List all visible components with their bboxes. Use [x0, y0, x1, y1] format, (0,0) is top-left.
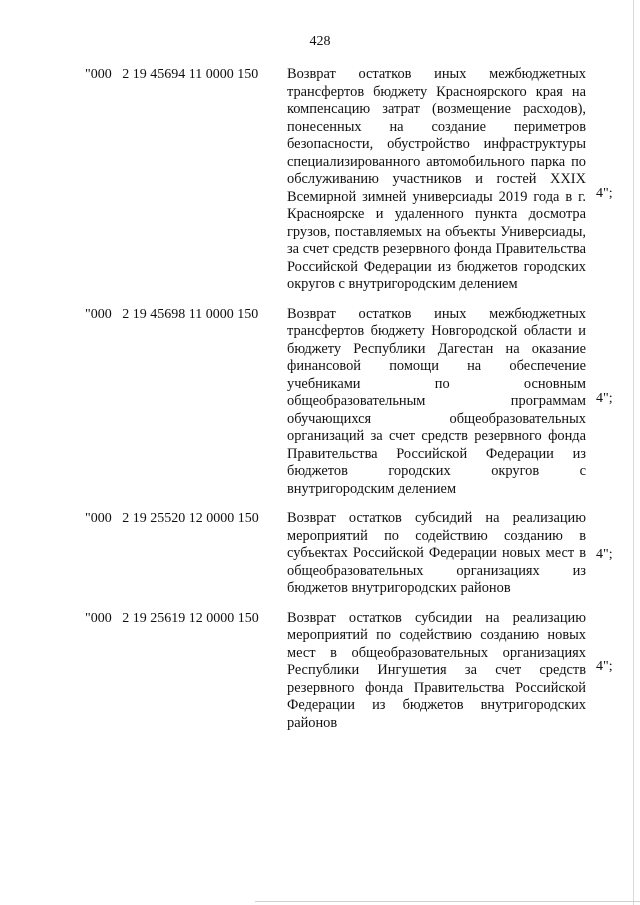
budget-code: "000 2 19 45694 11 0000 150: [85, 67, 259, 82]
budget-code: "000 2 19 45698 11 0000 150: [85, 306, 259, 322]
entry-suffix: 4";: [596, 658, 613, 674]
budget-code: "000 2 19 25619 12 0000 150: [85, 610, 259, 626]
budget-code: "000 2 19 25520 12 0000 150: [85, 511, 259, 526]
entry-description: Возврат остатков субсидий на реализацию мероприятий по содействию созданию в субъектах Российской Федерации новых мест в общеобразовательных организациях из бюджетов внутригородских районов: [287, 510, 586, 596]
entry-description: Возврат остатков иных межбюджетных трансфертов бюджету Новгородской области и бюджету Республики Дагестан на оказание финансовой помощи на обеспечение учебниками по основным общеобразовательным программам обучающихся общеобразовательных организаций за счет средств резервного фонда Правительства Российской Федерации из бюджетов городских округов с внутригородским делением: [287, 305, 586, 497]
entry-description: Возврат остатков субсидии на реализацию мероприятий по содействию созданию новых мест в общеобразовательных организациях Республики Ингушетия за счет средств резервного фонда Правительства Российской Федерации из бюджетов внутригородских районов: [287, 609, 586, 731]
entry-suffix: 4";: [596, 186, 613, 201]
scan-bottom-line: [255, 901, 640, 902]
entry-suffix: 4";: [596, 547, 613, 562]
list-item: [0, 610, 640, 733]
scan-edge-line: [633, 0, 634, 905]
list-item: [0, 66, 640, 294]
budget-code-list: [0, 66, 640, 744]
list-item: [0, 510, 640, 598]
list-item: [0, 306, 640, 499]
entry-description: Возврат остатков иных межбюджетных трансфертов бюджету Красноярского края на компенсацию затрат (возмещение расходов), понесенных на создание периметров безопасности, обустройство инфраструктуры специализированного автомобильного парка по обслуживанию участников и гостей XXIX Всемирной зимней универсиады 2019 года в г. Красноярске и удаленного пункта досмотра грузов, поставляемых на объекты Универсиады, за счет средств резервного фонда Правительства Российской Федерации из бюджетов городских округов с внутригородским делением: [287, 66, 586, 292]
page-number: 428: [309, 34, 331, 49]
entry-suffix: 4";: [596, 390, 613, 406]
